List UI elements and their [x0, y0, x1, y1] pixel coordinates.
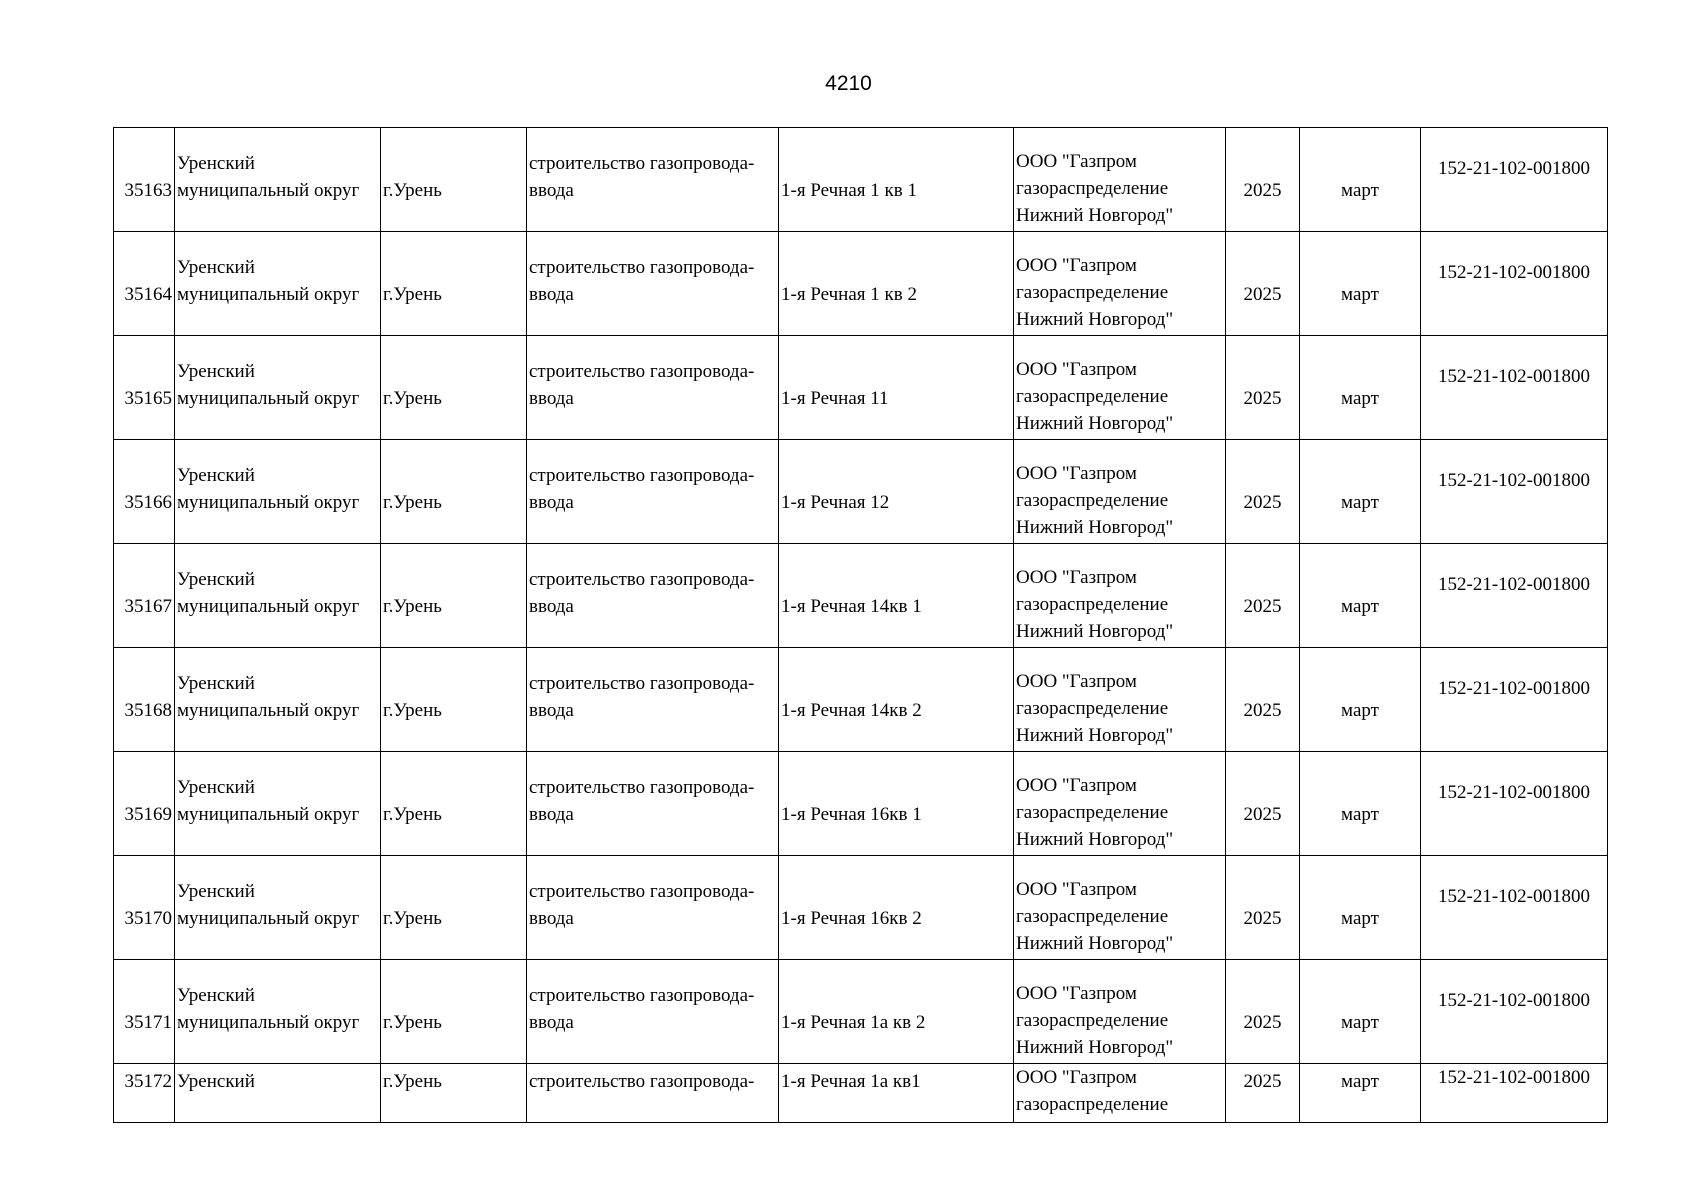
cell-line: Нижний Новгород" — [1016, 1037, 1174, 1058]
cell-line: Нижний Новгород" — [1016, 205, 1174, 226]
cell-line: Нижний Новгород" — [1016, 309, 1174, 330]
cell-month: март — [1300, 960, 1421, 1064]
cell-number: 35166 — [114, 440, 175, 544]
cell-address: 1-я Речная 12 — [779, 440, 1014, 544]
cell-line: газораспределение — [1016, 178, 1169, 199]
cell-line: Нижний Новгород" — [1016, 517, 1174, 538]
table-row — [114, 440, 1608, 544]
cell-line: муниципальный округ — [177, 388, 360, 409]
cell-work-type — [527, 440, 779, 544]
cell-line: ООО "Газпром — [1016, 255, 1137, 276]
cell-city: г.Урень — [381, 440, 527, 544]
cell-number: 35172 — [114, 1064, 175, 1123]
cell-line: муниципальный округ — [177, 804, 360, 825]
cell-line: Уренский — [177, 881, 255, 902]
cell-line: ООО "Газпром — [1016, 567, 1137, 588]
cell-city: г.Урень — [381, 1064, 527, 1123]
cell-line: строительство газопровода- — [529, 465, 755, 486]
cell-address: 1-я Речная 16кв 1 — [779, 752, 1014, 856]
cell-year: 2025 — [1226, 232, 1300, 336]
cell-work-type — [527, 232, 779, 336]
cell-line: строительство газопровода- — [529, 673, 755, 694]
cell-district — [175, 128, 381, 232]
cell-number: 35165 — [114, 336, 175, 440]
cell-code: 152-21-102-001800 — [1421, 336, 1608, 440]
cell-line: Уренский — [177, 257, 255, 278]
cell-year: 2025 — [1226, 648, 1300, 752]
cell-line: газораспределение — [1016, 906, 1169, 927]
cell-organization — [1014, 336, 1226, 440]
cell-work-type — [527, 648, 779, 752]
table-row — [114, 960, 1608, 1064]
cell-city: г.Урень — [381, 336, 527, 440]
cell-address: 1-я Речная 14кв 2 — [779, 648, 1014, 752]
cell-line: ввода — [529, 1012, 574, 1033]
table-row — [114, 1064, 1608, 1123]
cell-year: 2025 — [1226, 960, 1300, 1064]
cell-code: 152-21-102-001800 — [1421, 544, 1608, 648]
cell-line: Уренский — [177, 673, 255, 694]
table-row — [114, 544, 1608, 648]
cell-line: Уренский — [177, 153, 255, 174]
cell-line: ООО "Газпром — [1016, 879, 1137, 900]
cell-district — [175, 1064, 381, 1123]
cell-line: муниципальный округ — [177, 908, 360, 929]
cell-line: ввода — [529, 180, 574, 201]
cell-line: газораспределение — [1016, 386, 1169, 407]
cell-line: муниципальный округ — [177, 492, 360, 513]
cell-organization — [1014, 232, 1226, 336]
table-row — [114, 648, 1608, 752]
cell-number: 35164 — [114, 232, 175, 336]
cell-city: г.Урень — [381, 232, 527, 336]
cell-organization — [1014, 856, 1226, 960]
cell-year: 2025 — [1226, 752, 1300, 856]
cell-month: март — [1300, 648, 1421, 752]
cell-address: 1-я Речная 1 кв 2 — [779, 232, 1014, 336]
table-row — [114, 128, 1608, 232]
cell-line: строительство газопровода- — [529, 881, 755, 902]
cell-line: ввода — [529, 284, 574, 305]
cell-line: газораспределение — [1016, 1010, 1169, 1031]
cell-line: Уренский — [177, 569, 255, 590]
cell-number: 35171 — [114, 960, 175, 1064]
table-row — [114, 336, 1608, 440]
cell-line: строительство газопровода- — [529, 985, 755, 1006]
cell-year: 2025 — [1226, 440, 1300, 544]
cell-line: ввода — [529, 700, 574, 721]
cell-address: 1-я Речная 14кв 1 — [779, 544, 1014, 648]
cell-month: март — [1300, 544, 1421, 648]
cell-code: 152-21-102-001800 — [1421, 960, 1608, 1064]
cell-line: газораспределение — [1016, 282, 1169, 303]
cell-line: строительство газопровода- — [529, 153, 755, 174]
cell-line: ввода — [529, 492, 574, 513]
table-row — [114, 856, 1608, 960]
cell-year: 2025 — [1226, 1064, 1300, 1123]
cell-line: строительство газопровода- — [529, 569, 755, 590]
cell-city: г.Урень — [381, 960, 527, 1064]
cell-city: г.Урень — [381, 752, 527, 856]
cell-district — [175, 440, 381, 544]
cell-organization — [1014, 1064, 1226, 1123]
cell-line: ООО "Газпром — [1016, 463, 1137, 484]
cell-line: Нижний Новгород" — [1016, 725, 1174, 746]
cell-line: ООО "Газпром — [1016, 1067, 1137, 1088]
cell-organization — [1014, 752, 1226, 856]
cell-district — [175, 648, 381, 752]
cell-district — [175, 752, 381, 856]
cell-line: Нижний Новгород" — [1016, 413, 1174, 434]
cell-line: строительство газопровода- — [529, 361, 755, 382]
cell-line: ООО "Газпром — [1016, 775, 1137, 796]
cell-district — [175, 960, 381, 1064]
cell-line: газораспределение — [1016, 594, 1169, 615]
cell-line: муниципальный округ — [177, 284, 360, 305]
cell-code: 152-21-102-001800 — [1421, 1064, 1608, 1123]
cell-line: ООО "Газпром — [1016, 983, 1137, 1004]
table-row — [114, 232, 1608, 336]
cell-address: 1-я Речная 11 — [779, 336, 1014, 440]
cell-number: 35170 — [114, 856, 175, 960]
cell-address: 1-я Речная 1а кв 2 — [779, 960, 1014, 1064]
cell-code: 152-21-102-001800 — [1421, 128, 1608, 232]
cell-address: 1-я Речная 1а кв1 — [779, 1064, 1014, 1123]
cell-line: Уренский — [177, 985, 255, 1006]
cell-city: г.Урень — [381, 128, 527, 232]
cell-line: ООО "Газпром — [1016, 671, 1137, 692]
cell-line: ввода — [529, 908, 574, 929]
cell-address: 1-я Речная 16кв 2 — [779, 856, 1014, 960]
cell-work-type — [527, 960, 779, 1064]
cell-number: 35163 — [114, 128, 175, 232]
cell-organization — [1014, 128, 1226, 232]
cell-code: 152-21-102-001800 — [1421, 856, 1608, 960]
cell-district — [175, 544, 381, 648]
cell-line: строительство газопровода- — [529, 1071, 755, 1092]
cell-month: март — [1300, 752, 1421, 856]
cell-line: газораспределение — [1016, 802, 1169, 823]
cell-line: Нижний Новгород" — [1016, 933, 1174, 954]
cell-line: ввода — [529, 804, 574, 825]
cell-work-type — [527, 336, 779, 440]
cell-line: строительство газопровода- — [529, 257, 755, 278]
cell-year: 2025 — [1226, 336, 1300, 440]
cell-line: Уренский — [177, 361, 255, 382]
cell-line: муниципальный округ — [177, 596, 360, 617]
cell-line: строительство газопровода- — [529, 777, 755, 798]
cell-work-type — [527, 1064, 779, 1123]
cell-month: март — [1300, 1064, 1421, 1123]
cell-district — [175, 336, 381, 440]
cell-work-type — [527, 856, 779, 960]
table-row — [114, 752, 1608, 856]
cell-number: 35167 — [114, 544, 175, 648]
cell-number: 35169 — [114, 752, 175, 856]
cell-city: г.Урень — [381, 856, 527, 960]
cell-organization — [1014, 544, 1226, 648]
cell-work-type — [527, 544, 779, 648]
cell-organization — [1014, 648, 1226, 752]
cell-code: 152-21-102-001800 — [1421, 232, 1608, 336]
cell-line: ООО "Газпром — [1016, 359, 1137, 380]
cell-address: 1-я Речная 1 кв 1 — [779, 128, 1014, 232]
cell-district — [175, 856, 381, 960]
cell-year: 2025 — [1226, 544, 1300, 648]
cell-month: март — [1300, 128, 1421, 232]
cell-line: ООО "Газпром — [1016, 151, 1137, 172]
cell-code: 152-21-102-001800 — [1421, 440, 1608, 544]
cell-line: Уренский — [177, 777, 255, 798]
cell-line: Уренский — [177, 465, 255, 486]
cell-line: ввода — [529, 596, 574, 617]
cell-month: март — [1300, 440, 1421, 544]
cell-line: Уренский — [177, 1071, 255, 1092]
cell-work-type — [527, 128, 779, 232]
cell-number: 35168 — [114, 648, 175, 752]
cell-city: г.Урень — [381, 544, 527, 648]
cell-line: ввода — [529, 388, 574, 409]
cell-line: газораспределение — [1016, 490, 1169, 511]
cell-code: 152-21-102-001800 — [1421, 752, 1608, 856]
cell-year: 2025 — [1226, 856, 1300, 960]
cell-month: март — [1300, 232, 1421, 336]
table-body — [114, 128, 1608, 1123]
cell-district — [175, 232, 381, 336]
cell-organization — [1014, 440, 1226, 544]
cell-line: муниципальный округ — [177, 1012, 360, 1033]
cell-year: 2025 — [1226, 128, 1300, 232]
cell-line: газораспределение — [1016, 1094, 1169, 1115]
cell-organization — [1014, 960, 1226, 1064]
cell-line: муниципальный округ — [177, 180, 360, 201]
cell-code: 152-21-102-001800 — [1421, 648, 1608, 752]
cell-city: г.Урень — [381, 648, 527, 752]
cell-work-type — [527, 752, 779, 856]
cell-line: муниципальный округ — [177, 700, 360, 721]
cell-line: Нижний Новгород" — [1016, 621, 1174, 642]
cell-month: март — [1300, 856, 1421, 960]
cell-line: Нижний Новгород" — [1016, 829, 1174, 850]
page-number: 4210 — [825, 72, 872, 95]
cell-month: март — [1300, 336, 1421, 440]
gasification-table — [113, 127, 1608, 1123]
cell-line: газораспределение — [1016, 698, 1169, 719]
